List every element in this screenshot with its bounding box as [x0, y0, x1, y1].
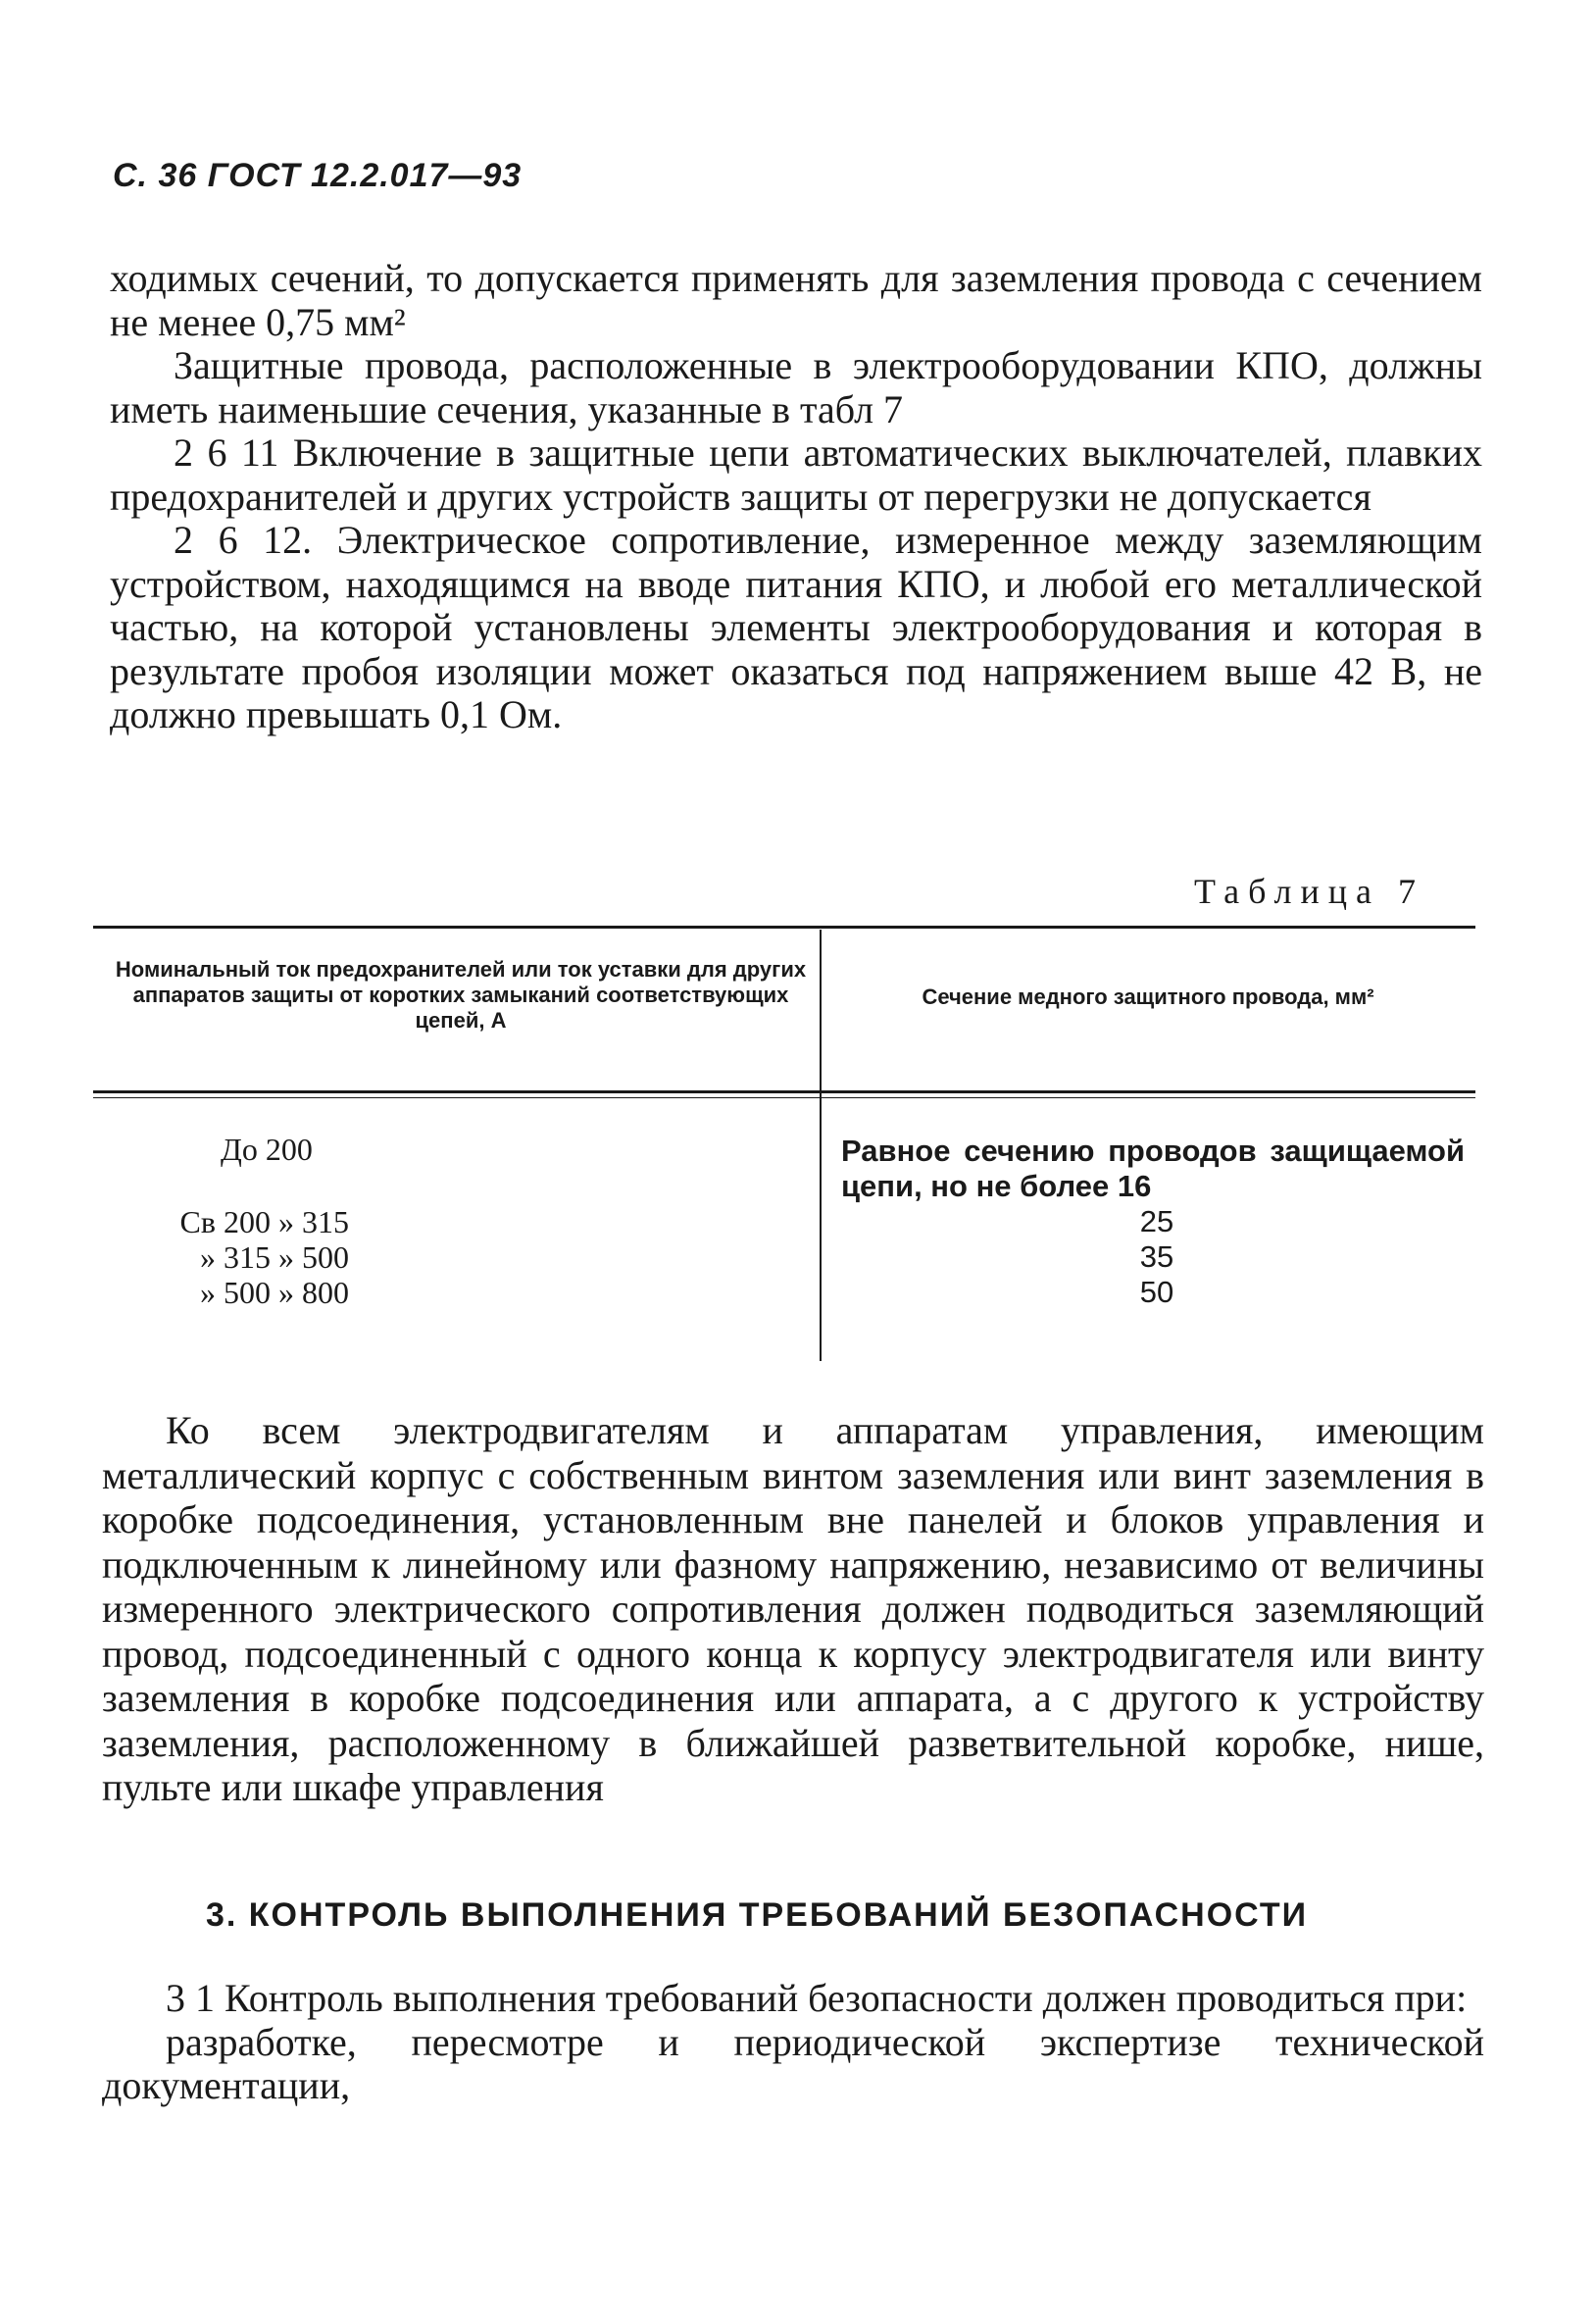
table-cell-section-row-4: 50: [1139, 1275, 1174, 1309]
paragraph-grounding-motors: Ко всем электродвигателям и аппаратам управления, имеющим металлический корпус с собственным винтом заземления или винт заземления в коробке подсоединения, установленным вне панелей и блоков управления и подключенным к линейному или фазному напряжению, независимо от величины измеренного электрического сопротивления должен подводиться заземляющий провод, подсоединенный с одного конца к корпусу электродвигателя или винту заземления в коробке подсоединения или аппарата, а с другого к устройству заземления, расположенному в ближайшей разветвительной коробке, нише, пульте или шкафе управления: [102, 1408, 1484, 1809]
table-cell-current-row-3: » 315 » 500: [200, 1239, 349, 1275]
intro-text: [110, 257, 1482, 737]
table-top-rule: [93, 926, 1475, 929]
table-cell-current-row-1: До 200: [221, 1132, 313, 1167]
table-column-divider: [820, 930, 822, 1361]
table-cell-current-row-4: » 500 » 800: [200, 1275, 349, 1310]
paragraph-continuation: ходимых сечений, то допускается применять для заземления провода с сечением не менее 0,75 мм²: [110, 256, 1482, 344]
paragraph-2-6-11: 2 6 11 Включение в защитные цепи автоматических выключателей, плавких предохранителей и других устройств защиты от перегрузки не допускается: [110, 430, 1482, 519]
table-cell-section-row-2: 25: [1139, 1204, 1174, 1238]
table-header-rule-thin: [93, 1097, 1475, 1098]
table-header-section: Сечение медного защитного провода, мм²: [922, 984, 1374, 1009]
section-3-text: [102, 1977, 1484, 2108]
paragraph-3-1: 3 1 Контроль выполнения требований безопасности должен проводиться при:: [166, 1976, 1468, 2020]
table-caption: Таблица 7: [1194, 872, 1424, 911]
page-header: С. 36 ГОСТ 12.2.017—93: [113, 157, 523, 194]
paragraph-protective-wires: Защитные провода, расположенные в электрооборудовании КПО, должны иметь наименьшие сечения, указанные в табл 7: [110, 343, 1482, 431]
grounding-text: [102, 1408, 1484, 1810]
table-cell-section-row-1: Равное сечению проводов защищаемой цепи, но не более 16: [841, 1134, 1465, 1203]
paragraph-3-1-item: разработке, пересмотре и периодической экспертизе технической документации,: [102, 2019, 1484, 2107]
table-header-current: Номинальный ток предохранителей или ток уставки для других аппаратов защиты от коротких замыканий соответствующих цепей, А: [115, 957, 807, 1033]
section-3-heading: 3. КОНТРОЛЬ ВЫПОЛНЕНИЯ ТРЕБОВАНИЙ БЕЗОПАСНОСТИ: [206, 1896, 1309, 1934]
paragraph-2-6-12: 2 6 12. Электрическое сопротивление, измеренное между заземляющим устройством, находящимся на вводе питания КПО, и любой его металлической частью, на которой установлены элементы электрооборудования и которая в результате пробоя изоляции может оказаться под напряжением выше 42 В, не должно превышать 0,1 Ом.: [110, 518, 1482, 736]
table-cell-current-row-2: Св 200 » 315: [179, 1204, 349, 1239]
table-header-rule: [93, 1090, 1475, 1093]
table-cell-section-row-3: 35: [1139, 1239, 1174, 1274]
